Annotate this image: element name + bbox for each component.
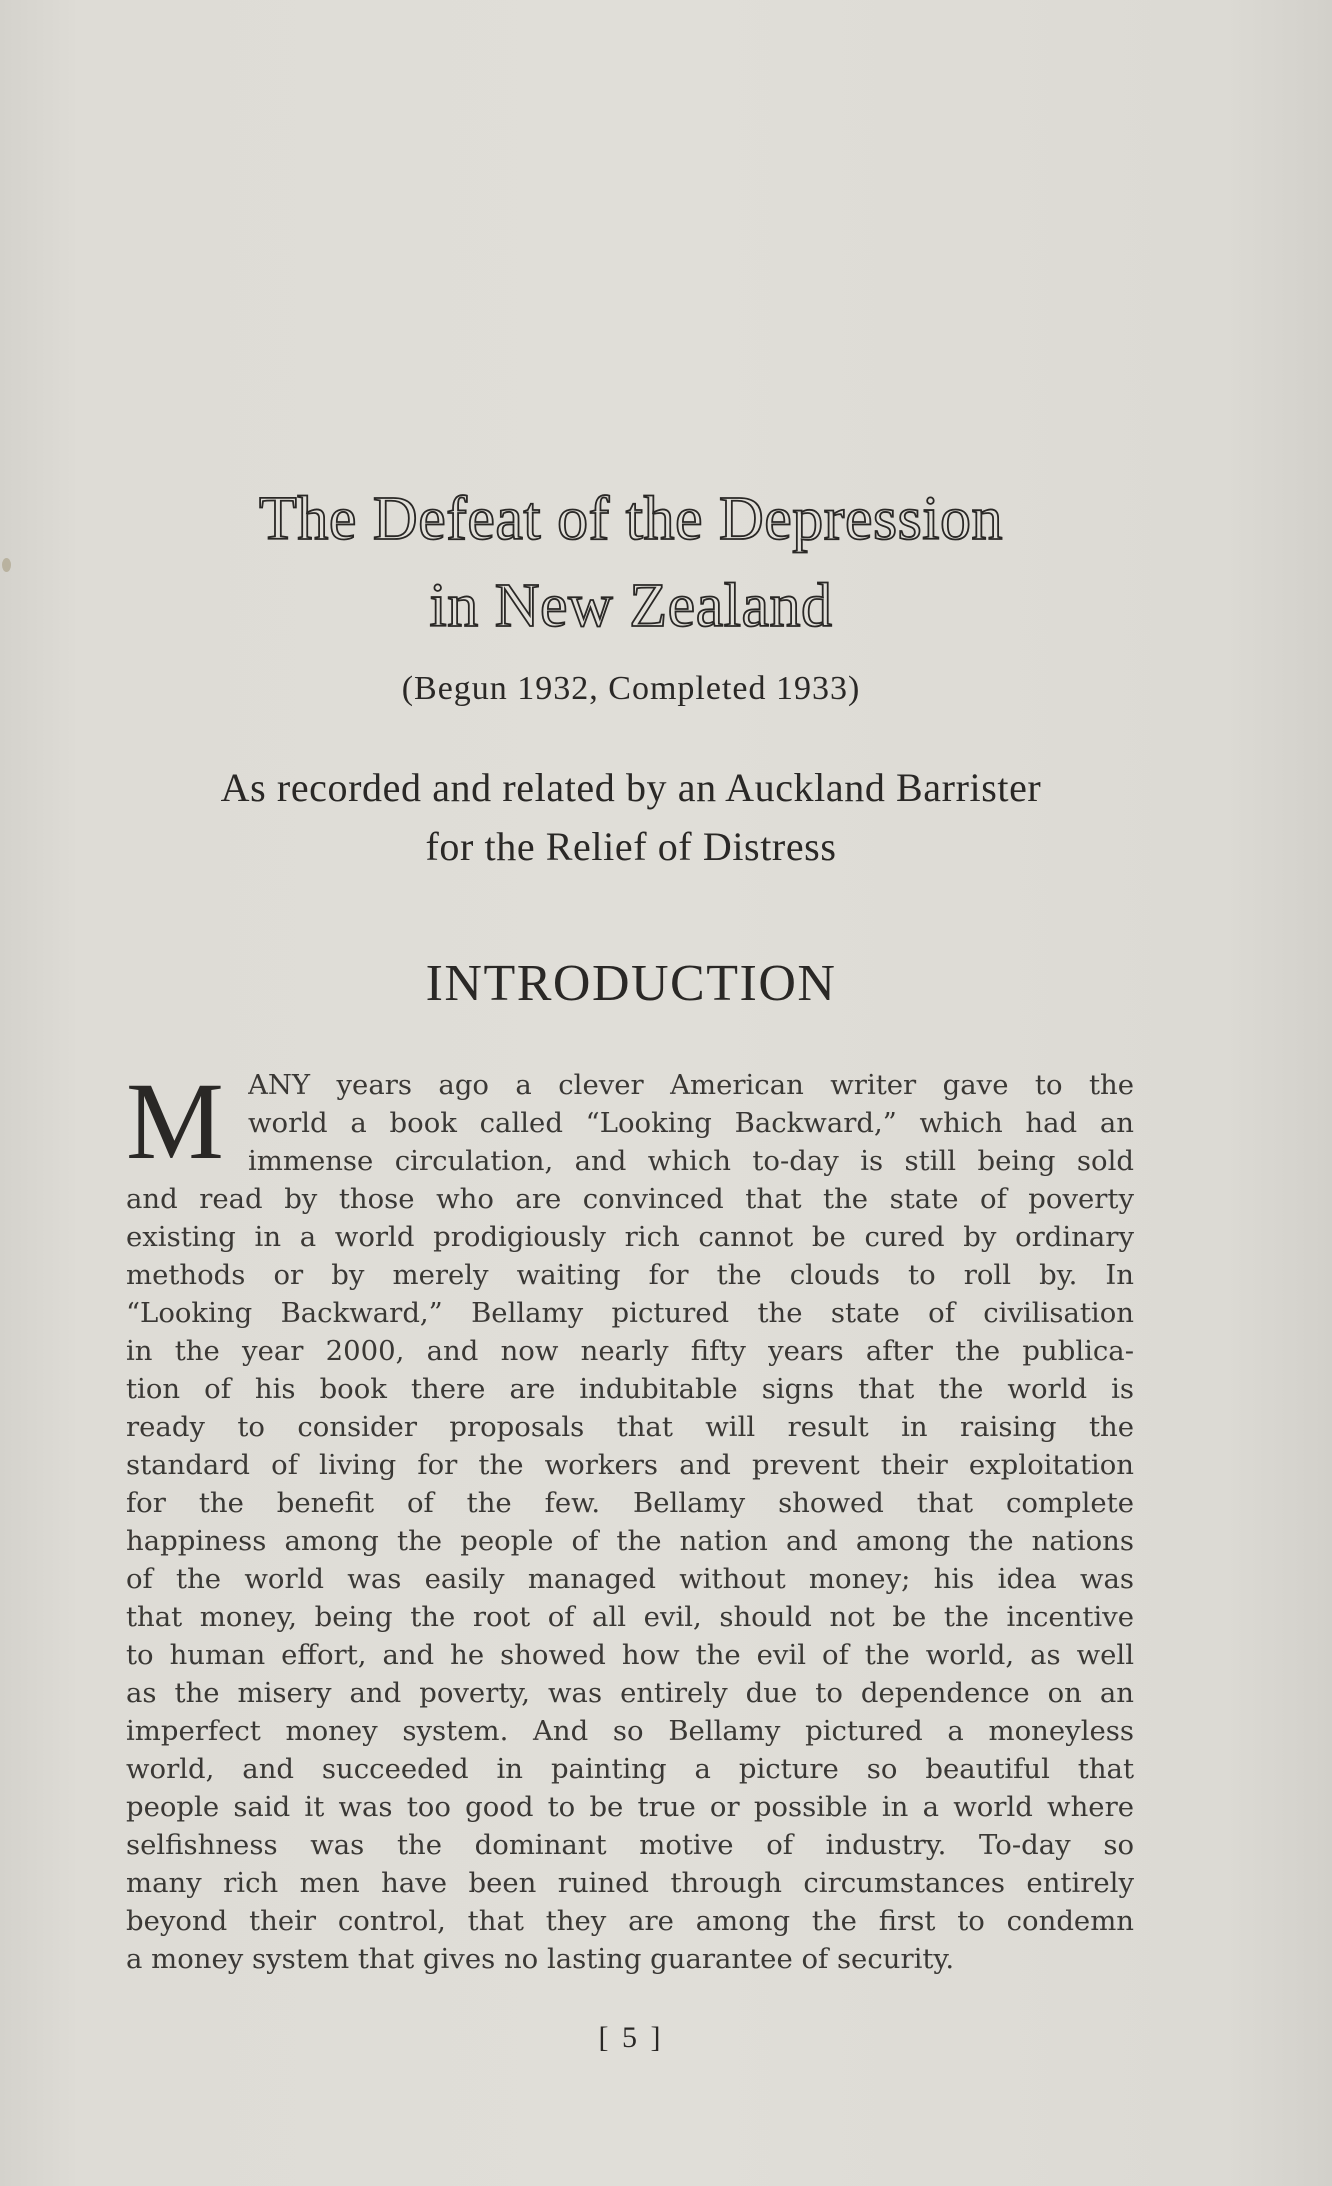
body-line: beyond their control, that they are among the first to condemn [126, 1905, 1134, 1937]
body-line: many rich men have been ruined through circumstances entirely [126, 1867, 1134, 1899]
section-heading: INTRODUCTION [425, 955, 837, 1012]
body-line: people said it was too good to be true or possible in a world where [126, 1791, 1134, 1823]
body-line: “Looking Backward,” Bellamy pictured the state of civilisation [126, 1297, 1134, 1329]
body-line: a money system that gives no lasting guarantee of security. [126, 1943, 955, 1975]
body-line: world, and succeeded in painting a picture so beautiful that [126, 1753, 1134, 1785]
body-line: ready to consider proposals that will result in raising the [126, 1411, 1134, 1443]
title-line-1: The Defeat of the Depression [259, 485, 1003, 553]
body-line: happiness among the people of the nation and among the nations [126, 1525, 1134, 1557]
paper-blemish [2, 558, 11, 572]
body-line: standard of living for the workers and prevent their exploitation [126, 1449, 1134, 1481]
body-line: world a book called “Looking Backward,” which had an [248, 1107, 1134, 1139]
attribution-line-2: for the Relief of Distress [425, 824, 837, 869]
subtitle-dates: (Begun 1932, Completed 1933) [401, 670, 861, 707]
title-line-2: in New Zealand [429, 572, 833, 640]
body-line: existing in a world prodigiously rich cannot be cured by ordinary [126, 1221, 1134, 1253]
body-line: to human effort, and he showed how the evil of the world, as well [126, 1639, 1134, 1671]
body-line: ANY years ago a clever American writer gave to the [248, 1069, 1134, 1101]
body-line: imperfect money system. And so Bellamy pictured a moneyless [126, 1715, 1134, 1747]
body-line: and read by those who are convinced that the state of poverty [126, 1183, 1134, 1215]
body-line: selfishness was the dominant motive of industry. To-day so [126, 1829, 1134, 1861]
body-line: that money, being the root of all evil, should not be the incentive [126, 1601, 1134, 1633]
page-number: [ 5 ] [598, 2021, 664, 2054]
attribution-line-1: As recorded and related by an Auckland Barrister [220, 765, 1042, 810]
body-line: for the benefit of the few. Bellamy showed that complete [126, 1487, 1134, 1519]
drop-cap: M [126, 1060, 224, 1182]
body-line: as the misery and poverty, was entirely due to dependence on an [126, 1677, 1134, 1709]
body-line: methods or by merely waiting for the clouds to roll by. In [126, 1259, 1134, 1291]
body-line: immense circulation, and which to-day is still being sold [248, 1145, 1134, 1177]
body-line: of the world was easily managed without money; his idea was [126, 1563, 1134, 1595]
body-line: tion of his book there are indubitable signs that the world is [126, 1373, 1134, 1405]
body-line: in the year 2000, and now nearly fifty years after the publica- [126, 1335, 1134, 1367]
